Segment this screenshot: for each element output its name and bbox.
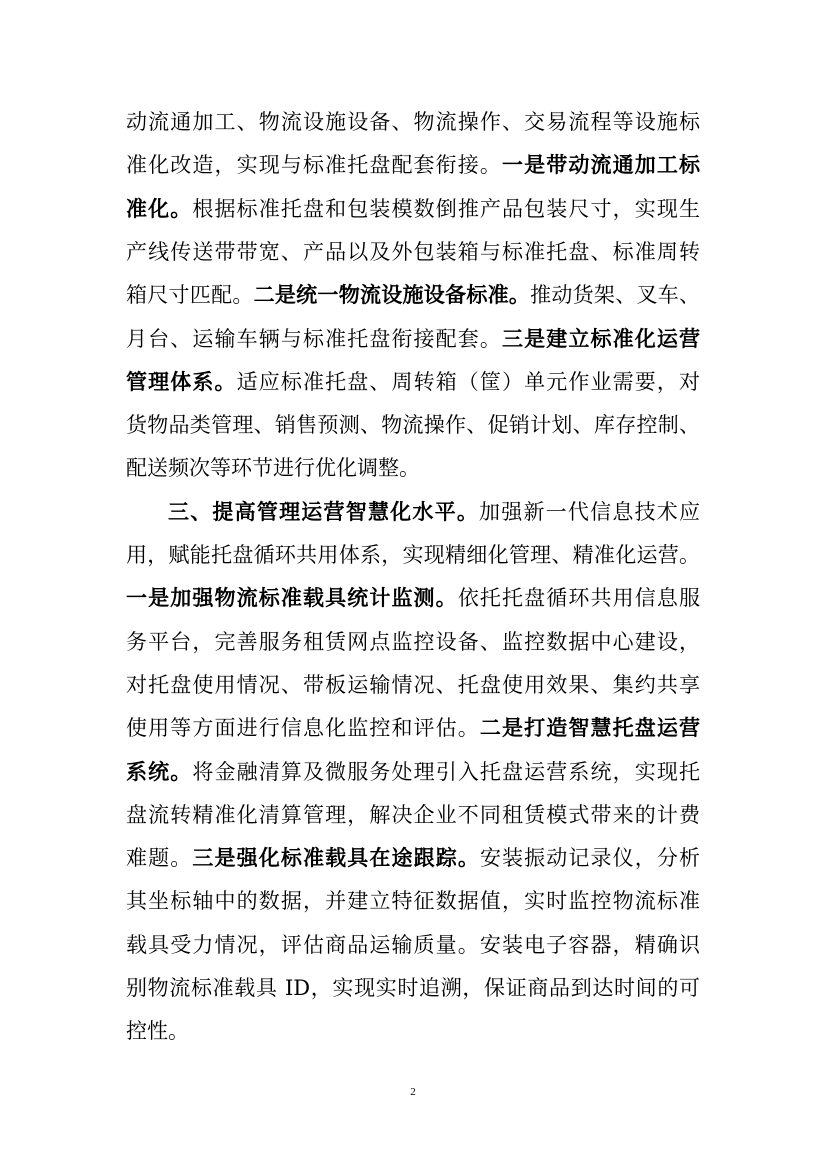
bold-phrase: 准化。 (126, 196, 193, 221)
bold-phrase: 二是打造智慧托盘运营 (479, 716, 701, 741)
text-line (126, 535, 700, 575)
text-segment: 准化改造，实现与标准托盘配套衔接。 (126, 153, 503, 178)
text-segment: 使用等方面进行信息化监控和评估。 (126, 716, 480, 741)
text-line (126, 102, 700, 142)
bold-phrase: 一是带动流通加工标 (502, 153, 701, 178)
text-line (168, 492, 700, 532)
text-line (126, 665, 700, 705)
text-line (126, 752, 700, 792)
text-line (126, 578, 700, 618)
text-line (126, 881, 700, 921)
text-line (126, 968, 700, 1008)
bold-phrase: 三是建立标准化运营 (502, 326, 701, 351)
text-segment: 载具受力情况，评估商品运输质量。安装电子容器，精确识 (126, 932, 700, 957)
text-line (126, 275, 700, 315)
text-line (126, 319, 700, 359)
text-segment: 务平台，完善服务租赁网点监控设备、监控数据中心建设， (126, 629, 700, 654)
text-segment: 配送频次等环节进行优化调整。 (126, 456, 420, 481)
text-segment: 安装振动记录仪，分析 (479, 846, 701, 871)
text-segment: 别物流标准载具 ID，实现实时追溯，保证商品到达时间的可 (126, 976, 700, 1000)
text-segment: 适应标准托盘、周转箱（筐）单元作业需要，对 (236, 369, 701, 394)
text-line (126, 1011, 700, 1051)
text-segment: 依托托盘循环共用信息服 (457, 586, 701, 611)
text-segment: 盘流转精准化清算管理，解决企业不同租赁模式带来的计费 (126, 802, 700, 827)
text-segment: 产线传送带带宽、产品以及外包装箱与标准托盘、标准周转 (126, 239, 700, 264)
bold-phrase: 二是统一物流设施设备标准。 (253, 283, 531, 308)
text-line (126, 838, 700, 878)
text-line (126, 622, 700, 662)
text-segment: 箱尺寸匹配。 (126, 283, 254, 308)
bold-phrase: 三是强化标准载具在途跟踪。 (192, 846, 480, 871)
page-number: 2 (410, 1086, 416, 1098)
bold-phrase: 三、提高管理运营智慧化水平。 (168, 499, 480, 524)
text-segment: 控性。 (126, 1019, 189, 1044)
text-line (126, 405, 700, 445)
text-line (126, 145, 700, 185)
text-line (126, 232, 700, 272)
text-segment: 用，赋能托盘循环共用体系，实现精细化管理、精准化运营。 (126, 543, 700, 567)
bold-phrase: 管理体系。 (126, 369, 237, 394)
text-line (126, 448, 700, 488)
text-line (126, 925, 700, 965)
text-segment: 动流通加工、物流设施设备、物流操作、交易流程等设施标 (126, 110, 700, 134)
text-line (126, 189, 700, 229)
text-segment: 其坐标轴中的数据，并建立特征数据值，实时监控物流标准 (126, 889, 700, 914)
text-segment: 推动货架、叉车、 (530, 283, 701, 308)
text-line (126, 795, 700, 835)
text-segment: 货物品类管理、销售预测、物流操作、促销计划、库存控制、 (126, 413, 700, 438)
text-segment: 根据标准托盘和包装模数倒推产品包装尺寸，实现生 (192, 196, 701, 221)
text-segment: 对托盘使用情况、带板运输情况、托盘使用效果、集约共享 (126, 672, 700, 697)
text-line (126, 362, 700, 402)
text-line (126, 708, 700, 748)
text-segment: 难题。 (126, 846, 193, 871)
text-segment: 月台、运输车辆与标准托盘衔接配套。 (126, 326, 503, 351)
text-segment: 将金融清算及微服务处理引入托盘运营系统，实现托 (192, 759, 701, 784)
bold-phrase: 一是加强物流标准载具统计监测。 (126, 586, 458, 611)
text-segment: 加强新一代信息技术应 (479, 499, 701, 524)
bold-phrase: 系统。 (126, 759, 193, 784)
